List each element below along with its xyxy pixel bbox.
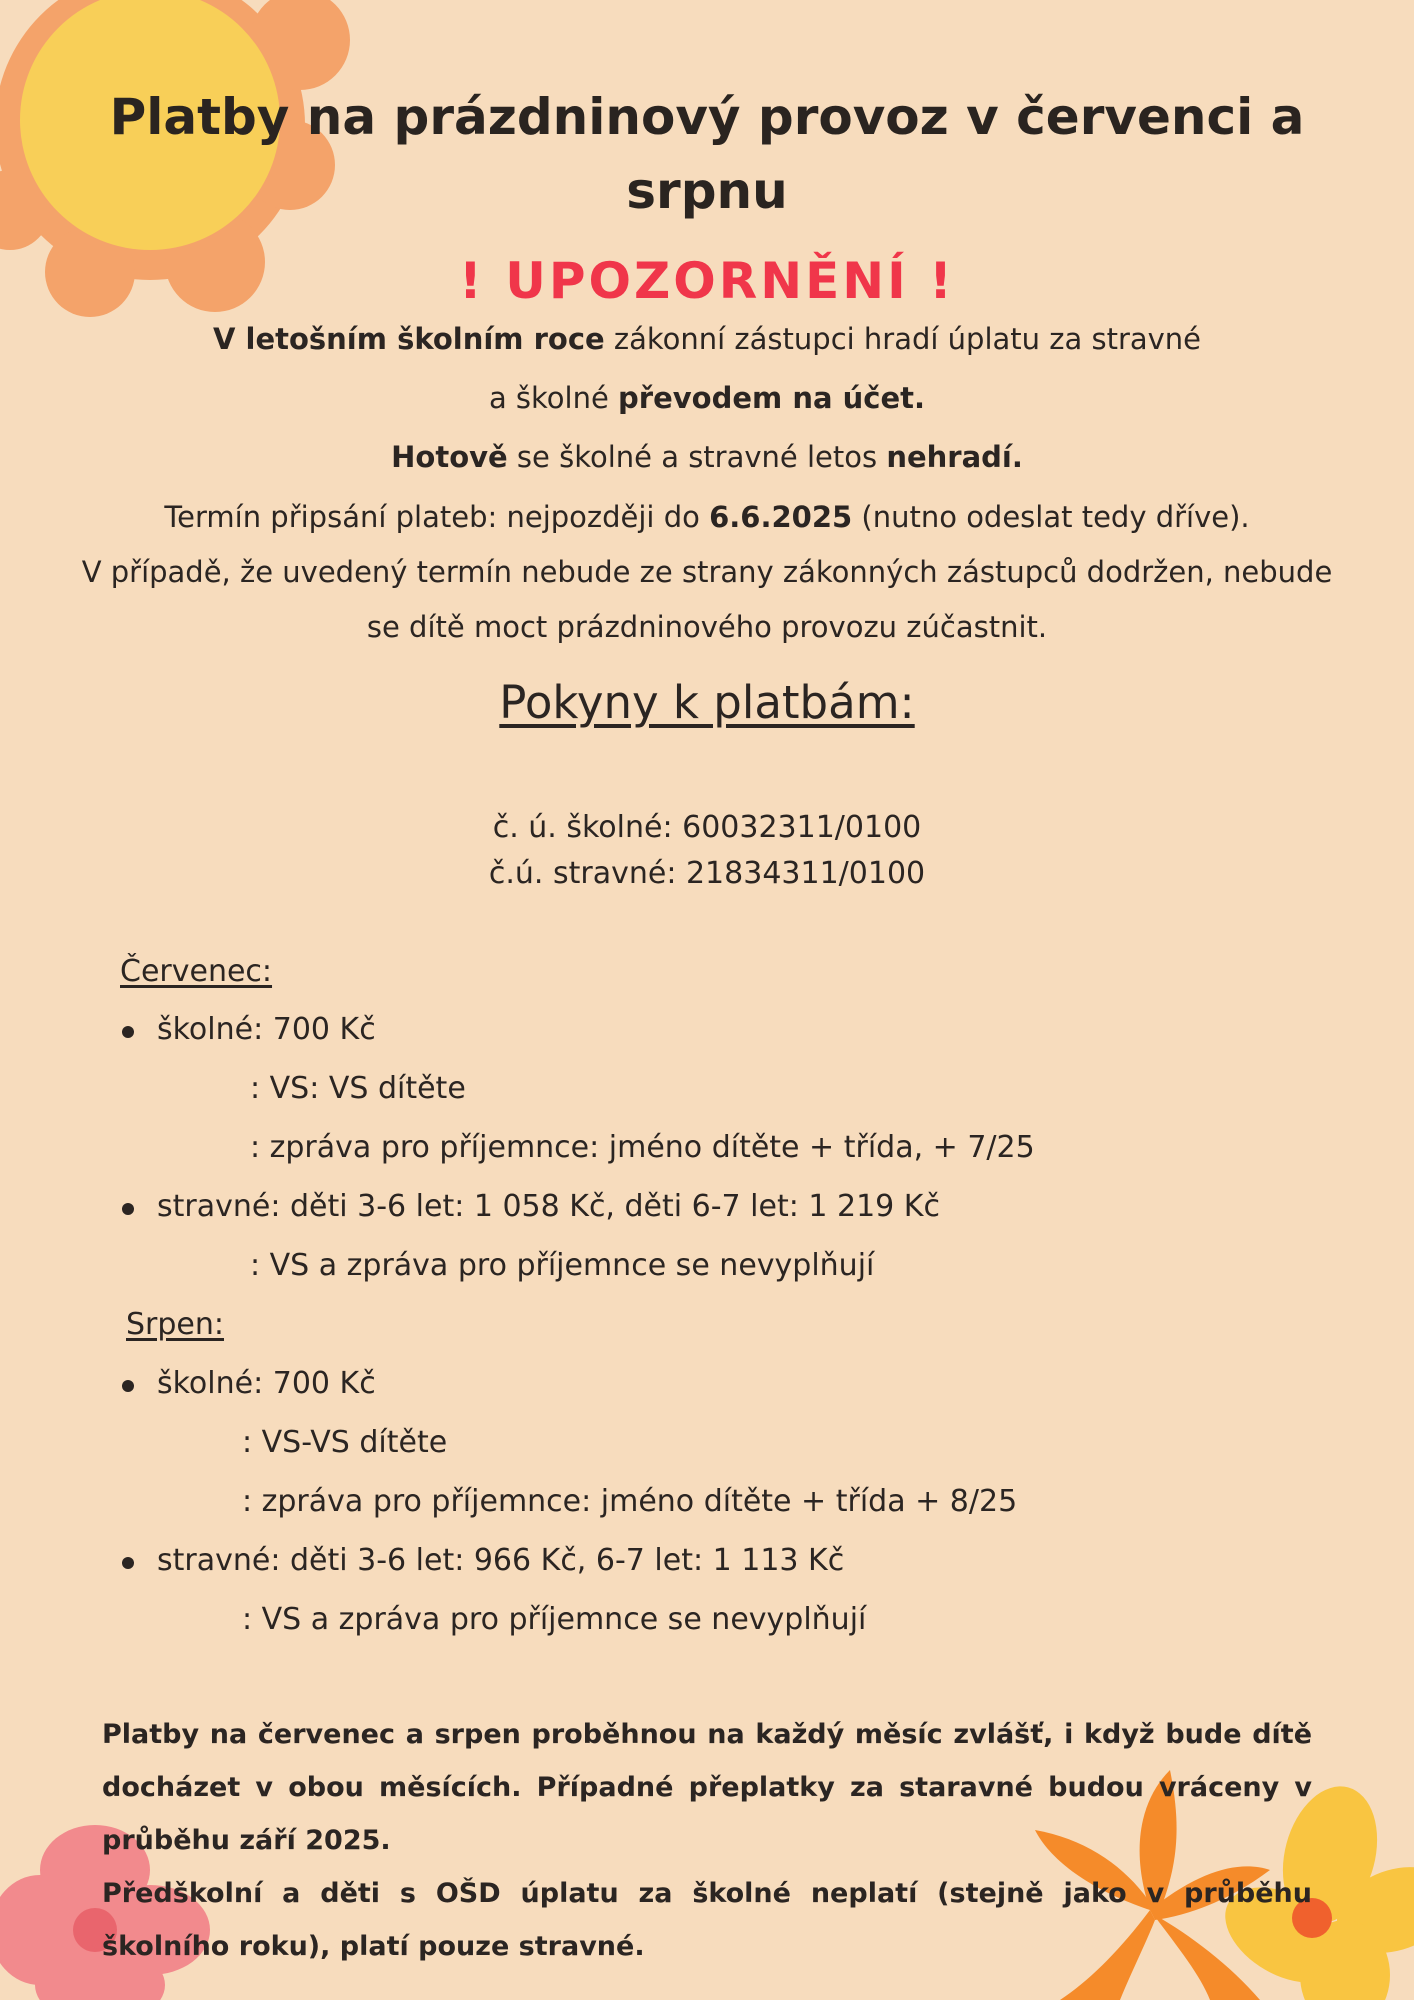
august-fee: školné: 700 Kč xyxy=(157,1366,376,1401)
july-fee: školné: 700 Kč xyxy=(157,1012,376,1047)
august-heading: Srpen: xyxy=(126,1307,224,1342)
notice-line-1-text: zákonní zástupci hradí úplatu za stravné xyxy=(604,322,1202,356)
july-fee-vs: : VS: VS dítěte xyxy=(250,1071,466,1106)
page-title: Platby na prázdninový provoz v červenci a srpnu xyxy=(109,88,1305,220)
footer-paragraph-1: Platby na červenec a srpen proběhnou na každý měsíc zvlášť, i když bude dítě docházet v obou měsících. Případné přeplatky za staravné budou vráceny v průběhu září 2025. xyxy=(102,1719,1312,1856)
notice-line-3-bold-2: nehradí. xyxy=(886,440,1023,474)
july-fee-message: : zpráva pro příjemnce: jméno dítěte + třída, + 7/25 xyxy=(250,1130,1035,1165)
notice-line-4-suffix: (nutno odeslat tedy dříve). xyxy=(852,500,1250,534)
august-fee-vs: : VS-VS dítěte xyxy=(242,1425,448,1460)
july-meals-note: : VS a zpráva pro příjemnce se nevyplňují xyxy=(250,1248,875,1283)
notice-line-4 xyxy=(30,500,1384,534)
notice-line-3 xyxy=(30,440,1384,474)
account-stravne: č.ú. stravné: 21834311/0100 xyxy=(488,856,926,891)
notice-line-2-bold: převodem na účet. xyxy=(618,381,926,415)
august-fee-message: : zpráva pro příjemnce: jméno dítěte + třída + 8/25 xyxy=(242,1484,1018,1519)
bullet-icon xyxy=(122,1380,134,1392)
bullet-icon xyxy=(122,1203,134,1215)
notice-line-6: se dítě moct prázdninového provozu zúčastnit. xyxy=(366,610,1048,644)
account-skolne: č. ú. školné: 60032311/0100 xyxy=(492,810,922,845)
notice-line-2 xyxy=(30,381,1384,415)
payment-deadline: 6.6.2025 xyxy=(709,500,853,534)
bullet-icon xyxy=(122,1557,134,1569)
bullet-icon xyxy=(122,1026,134,1038)
notice-line-2-text: a školné xyxy=(488,381,619,415)
warning-heading: ! UPOZORNĚNÍ ! xyxy=(459,252,955,310)
notice-line-3-text: se školné a stravné letos xyxy=(507,440,887,474)
notice-line-4-text: Termín připsání plateb: nejpozději do xyxy=(164,500,710,534)
august-meals-note: : VS a zpráva pro příjemnce se nevyplňují xyxy=(242,1602,867,1637)
notice-line-1-bold: V letošním školním roce xyxy=(212,322,605,356)
july-meals: stravné: děti 3-6 let: 1 058 Kč, děti 6-7 let: 1 219 Kč xyxy=(157,1189,940,1224)
notice-line-1 xyxy=(30,322,1384,356)
notice-line-3-bold-1: Hotově xyxy=(391,440,508,474)
footer-paragraph-2: Předškolní a děti s OŠD úplatu za školné neplatí (stejně jako v průběhu školního roku), platí pouze stravné. xyxy=(102,1878,1312,1962)
instructions-heading: Pokyny k platbám: xyxy=(499,676,915,729)
july-heading: Červenec: xyxy=(120,954,273,989)
notice-line-5: V případě, že uvedený termín nebude ze strany zákonných zástupců dodržen, nebude xyxy=(81,555,1333,589)
august-meals: stravné: děti 3-6 let: 966 Kč, 6-7 let: 1 113 Kč xyxy=(157,1543,845,1578)
